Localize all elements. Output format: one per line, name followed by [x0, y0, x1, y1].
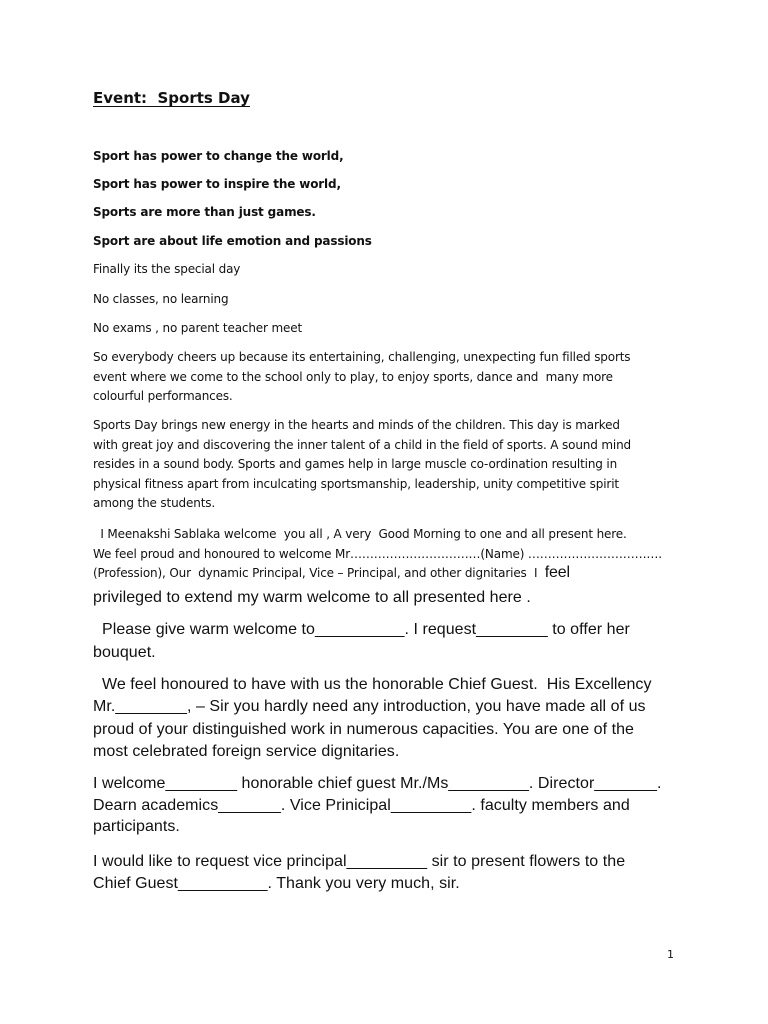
paragraph-line: We feel proud and honoured to welcome Mr……………………………(Name) ……………………………. — [93, 547, 662, 561]
paragraph-line: proud of your distinguished work in numerous capacities. You are one of the — [93, 721, 634, 738]
paragraph-line: physical fitness apart from inculcating sportsmanship, leadership, unity competitive spirit — [93, 477, 619, 491]
paragraph-line — [93, 563, 570, 584]
paragraph-line: I welcome________ honorable chief guest Mr./Ms_________. Director_______. — [93, 775, 662, 792]
paragraph-line: among the students. — [93, 496, 216, 510]
paragraph-line: privileged to extend my warm welcome to all presented here . — [93, 589, 531, 606]
paragraph-line: Chief Guest__________. Thank you very much, sir. — [93, 875, 460, 892]
paragraph-line: bouquet. — [93, 644, 156, 661]
paragraph-line: event where we come to the school only to play, to enjoy sports, dance and many more — [93, 370, 613, 384]
paragraph-line: I Meenakshi Sablaka welcome you all , A very Good Morning to one and all present here. — [93, 527, 627, 541]
paragraph-line: participants. — [93, 818, 180, 835]
text-line: No exams , no parent teacher meet — [93, 321, 303, 335]
paragraph-line: So everybody cheers up because its entertaining, challenging, unexpecting fun filled sports — [93, 350, 631, 364]
text-line: No classes, no learning — [93, 292, 229, 306]
paragraph-line: most celebrated foreign service dignitaries. — [93, 743, 400, 760]
paragraph-line: Please give warm welcome to__________. I request________ to offer her — [93, 621, 630, 638]
text-line: Finally its the special day — [93, 262, 241, 276]
paragraph-line: Dearn academics_______. Vice Prinicipal_________. faculty members and — [93, 797, 630, 814]
paragraph-text: feel — [544, 564, 570, 581]
paragraph-line: I would like to request vice principal_________ sir to present flowers to the — [93, 853, 626, 870]
paragraph-line: resides in a sound body. Sports and games help in large muscle co-ordination resulting in — [93, 457, 618, 471]
paragraph-text: (Profession), Our dynamic Principal, Vice – Principal, and other dignitaries I — [93, 566, 545, 580]
paragraph-line: Mr.________, – Sir you hardly need any introduction, you have made all of us — [93, 698, 646, 715]
page-number: 1 — [667, 948, 674, 961]
paragraph-line: colourful performances. — [93, 389, 233, 403]
poem-line: Sport has power to inspire the world, — [93, 177, 341, 191]
document-title: Event: Sports Day — [93, 89, 250, 107]
poem-line: Sport has power to change the world, — [93, 149, 344, 163]
paragraph-line: Sports Day brings new energy in the hearts and minds of the children. This day is marked — [93, 418, 620, 432]
paragraph-line: with great joy and discovering the inner talent of a child in the field of sports. A sound mind — [93, 438, 632, 452]
paragraph-line: We feel honoured to have with us the honorable Chief Guest. His Excellency — [93, 676, 652, 693]
poem-line: Sport are about life emotion and passions — [93, 234, 372, 248]
poem-line: Sports are more than just games. — [93, 205, 316, 219]
